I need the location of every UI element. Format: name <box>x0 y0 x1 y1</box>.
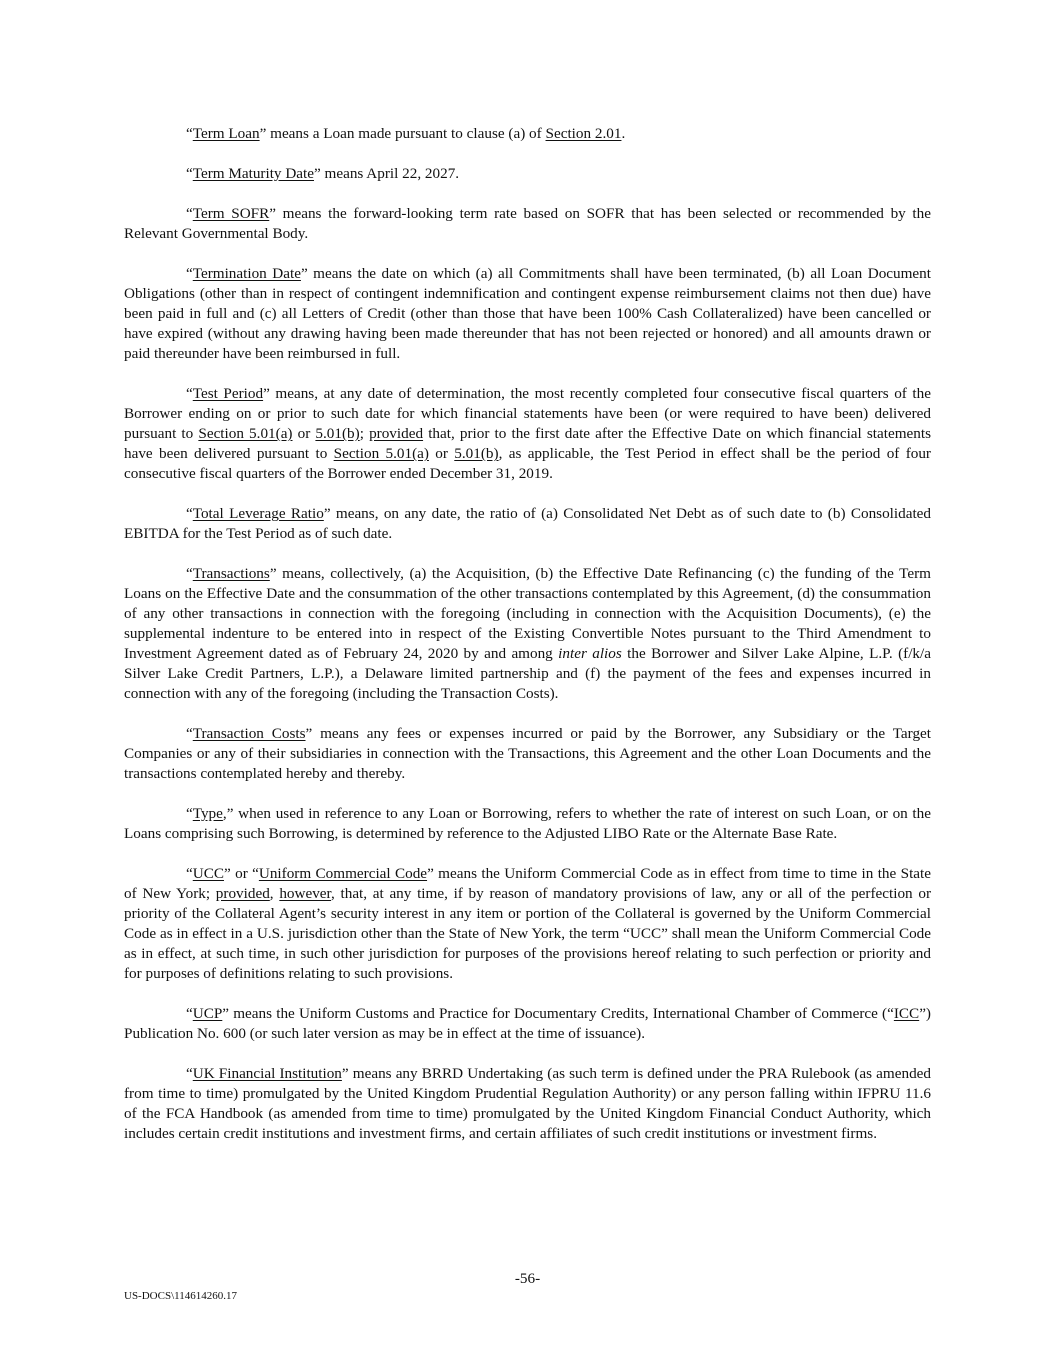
text-run: ” means, at any date of determination, the most recently completed four consecutive fiscal quarters of the Borrower ending on or prior to such date for which financial statements have been (or were required to have been) delivered pursuant to <box>124 385 931 442</box>
text-run: ,” when used in reference to any Loan or Borrowing, refers to whether the rate of interest on such Loan, or on the Loans comprising such Borrowing, is determined by reference to the Adjusted LIBO Rate or the Alternate Base Rate. <box>124 805 931 842</box>
defined-term: however <box>279 885 331 902</box>
definition-ucp <box>124 1004 931 1044</box>
defined-term: Section 5.01(a) <box>333 445 429 462</box>
defined-term: UCP <box>192 1005 223 1022</box>
definition-transactions <box>124 564 931 704</box>
text-run: or <box>428 445 455 462</box>
defined-term: Uniform Commercial Code <box>258 865 428 882</box>
document-id: US-DOCS\114614260.17 <box>124 1290 237 1302</box>
defined-term: UCC <box>192 865 224 882</box>
page-number: -56- <box>514 1270 541 1287</box>
text-run: that, prior to the first date after the Effective Date on which financial statements have been delivered pursuant to <box>124 425 931 462</box>
definition-term-maturity-date <box>124 164 931 184</box>
document-body <box>124 124 931 1164</box>
text-run: “ <box>186 205 193 222</box>
text-run: . <box>621 125 626 142</box>
defined-term: Termination Date <box>192 265 301 282</box>
text-run: ” means a Loan made pursuant to clause (a) of <box>259 125 546 142</box>
defined-term: Section 2.01 <box>545 125 622 142</box>
text-run: “ <box>186 385 193 402</box>
italic-text: inter alios <box>558 645 622 662</box>
definition-uk-financial-institution <box>124 1064 931 1144</box>
text-run: ”) Publication No. 600 (or such later version as may be in effect at the time of issuance). <box>124 1005 931 1042</box>
text-run: , that, at any time, if by reason of mandatory provisions of law, any or all of the perfection or priority of the Collateral Agent’s security interest in any item or portion of the Collateral is governed by the Uniform Commercial Code as in effect in a U.S. jurisdiction other than the State of New York, the term “UCC” shall mean the Uniform Commercial Code as in effect, at such time, in such other jurisdiction for purposes of the provisions hereof relating to such perfection or priority and for purposes of definitions relating to such provisions. <box>124 885 931 982</box>
defined-term: Term Loan <box>192 125 260 142</box>
text-run: ” means April 22, 2027. <box>314 165 460 182</box>
text-run: “ <box>186 125 193 142</box>
text-run: “ <box>186 165 193 182</box>
defined-term: Transactions <box>192 565 270 582</box>
defined-term: provided <box>369 425 424 442</box>
text-run: “ <box>186 265 193 282</box>
definition-transaction-costs <box>124 724 931 784</box>
defined-term: 5.01(b) <box>454 445 499 462</box>
text-run: “ <box>186 565 193 582</box>
text-run: “ <box>186 505 193 522</box>
text-run: the Borrower and Silver Lake Alpine, L.P. (f/k/a Silver Lake Credit Partners, L.P.), a Delaware limited partnership and (f) the payment of the fees and expenses incurred in connection with any of the foregoing (including the Transaction Costs). <box>124 645 931 702</box>
text-run: ” means, collectively, (a) the Acquisition, (b) the Effective Date Refinancing (c) the funding of the Term Loans on the Effective Date and the consummation of the other transactions contemplated by this Agreement, (d) the consummation of any other transactions in connection with the foregoing (including in connection with the Acquisition Documents), (e) the supplemental indenture to be entered into in respect of the Existing Convertible Notes pursuant to the Third Amendment to Investment Agreement dated as of February 24, 2020 by and among <box>124 565 931 662</box>
defined-term: Test Period <box>192 385 264 402</box>
definition-test-period <box>124 384 931 484</box>
defined-term: Section 5.01(a) <box>198 425 293 442</box>
definition-total-leverage-ratio <box>124 504 931 544</box>
text-run: ; <box>359 425 370 442</box>
text-run: ” means any BRRD Undertaking (as such term is defined under the PRA Rulebook (as amended from time to time) promulgated by the United Kingdom Prudential Regulation Authority) or any person falling within IFPRU 11.6 of the FCA Handbook (as amended from time to time) promulgated by the United Kingdom Financial Conduct Authority, which includes certain credit institutions and investment firms, and certain affiliates of such credit institutions or investment firms. <box>124 1065 931 1142</box>
definition-ucc <box>124 864 931 984</box>
text-run: “ <box>186 1065 193 1082</box>
defined-term: Term SOFR <box>192 205 270 222</box>
defined-term: Total Leverage Ratio <box>192 505 324 522</box>
text-run: or <box>292 425 316 442</box>
definition-term-sofr <box>124 204 931 244</box>
text-run: , as applicable, the Test Period in effect shall be the period of four consecutive fiscal quarters of the Borrower ended December 31, 2019. <box>124 445 931 482</box>
defined-term: Transaction Costs <box>192 725 306 742</box>
text-run: ” means the Uniform Customs and Practice for Documentary Credits, International Chamber of Commerce (“ <box>222 1005 894 1022</box>
text-run: “ <box>186 865 193 882</box>
text-run: ” means the date on which (a) all Commitments shall have been terminated, (b) all Loan Document Obligations (other than in respect of contingent indemnification and contingent expense reimbursement claims not then due) have been paid in full and (c) all Letters of Credit (other than those that have been 100% Cash Collateralized) have been cancelled or have expired (without any drawing having been made thereunder that has not been rejected or honored) and all amounts drawn or paid thereunder have been reimbursed in full. <box>124 265 931 362</box>
text-run: ” or “ <box>223 865 259 882</box>
defined-term: UK Financial Institution <box>192 1065 342 1082</box>
text-run: ” means any fees or expenses incurred or paid by the Borrower, any Subsidiary or the Target Companies or any of their subsidiaries in connection with the Transactions, this Agreement and the other Loan Documents and the transactions contemplated hereby and thereby. <box>124 725 932 782</box>
defined-term: ICC <box>893 1005 920 1022</box>
text-run: ” means the Uniform Commercial Code as in effect from time to time in the State of New York; <box>124 865 931 902</box>
definition-type <box>124 804 931 844</box>
text-run: “ <box>186 725 193 742</box>
text-run: “ <box>186 805 193 822</box>
definition-termination-date <box>124 264 931 364</box>
defined-term: Type <box>192 805 223 822</box>
defined-term: provided <box>215 885 270 902</box>
defined-term: Term Maturity Date <box>192 165 314 182</box>
text-run: ” means the forward-looking term rate based on SOFR that has been selected or recommended by the Relevant Governmental Body. <box>124 205 931 242</box>
definition-term-loan <box>124 124 931 144</box>
text-run: ” means, on any date, the ratio of (a) Consolidated Net Debt as of such date to (b) Consolidated EBITDA for the Test Period as of such date. <box>124 505 931 542</box>
defined-term: 5.01(b) <box>315 425 360 442</box>
text-run: , <box>269 885 280 902</box>
text-run: “ <box>186 1005 193 1022</box>
